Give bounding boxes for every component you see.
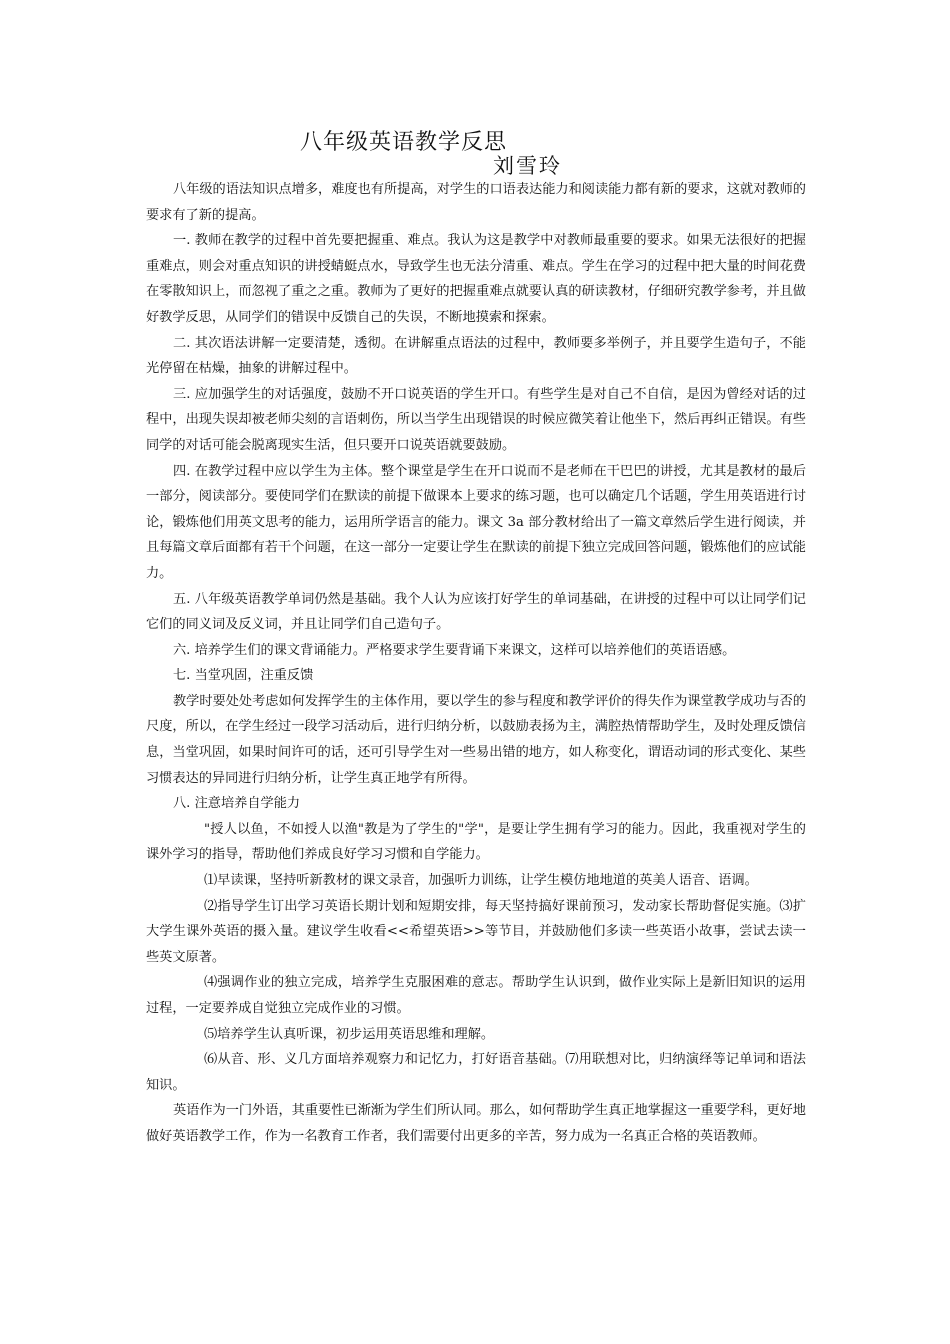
document-body: [146, 177, 806, 1150]
paragraph-point-6: 六. 培养学生们的课文背诵能力。严格要求学生要背诵下来课文，这样可以培养他们的英语语感。: [173, 642, 736, 658]
heading-point-8: 八. 注意培养自学能力: [173, 796, 301, 812]
paragraph-intro: 八年级的语法知识点增多，难度也有所提高，对学生的口语表达能力和阅读能力都有新的要求，这就对教师的要求有了新的提高。: [146, 182, 806, 223]
list-item-6-7: ⑹从音、形、义几方面培养观察力和记忆力，打好语音基础。⑺用联想对比，归纳演绎等记单词和语法知识。: [146, 1052, 806, 1093]
paragraph-point-7-body: 教学时要处处考虑如何发挥学生的主体作用，要以学生的参与程度和教学评价的得失作为课堂教学成功与否的尺度，所以，在学生经过一段学习活动后，进行归纳分析，以鼓励表扬为主，满腔热情帮助学生，及时处理反馈信息，当堂巩固，如果时间许可的话，还可引导学生对一些易出错的地方，如人称变化，谓语动词的形式变化、某些习惯表达的异同进行归纳分析，让学生真正地学有所得。: [146, 693, 806, 786]
author-name: 刘雪玲: [493, 154, 562, 178]
list-item-1: ⑴早读课，坚持听新教材的课文录音，加强听力训练，让学生模仿地地道的英美人语音、语调。: [204, 873, 758, 889]
paragraph-conclusion: 英语作为一门外语，其重要性已渐渐为学生们所认同。那么，如何帮助学生真正地掌握这一重要学科，更好地做好英语教学工作，作为一名教育工作者，我们需要付出更多的辛苦，努力成为一名真正合格的英语教师。: [146, 1103, 806, 1144]
paragraph-point-4: 四. 在教学过程中应以学生为主体。整个课堂是学生在开口说而不是老师在干巴巴的讲授，尤其是教材的最后一部分，阅读部分。要使同学们在默读的前提下做课本上要求的练习题，也可以确定几个话题，学生用英语进行讨论，锻炼他们用英文思考的能力，运用所学语言的能力。课文 3a 部分教材给出了一篇文章然后学生进行阅读，并且每篇文章后面都有若干个问题，在这一部分一定要让学生在默读的前提下独立完成回答问题，锻炼他们的应试能力。: [146, 463, 806, 581]
heading-point-7: 七. 当堂巩固，注重反馈: [173, 668, 314, 684]
paragraph-point-2: 二. 其次语法讲解一定要清楚，透彻。在讲解重点语法的过程中，教师要多举例子，并且要学生造句子，不能光停留在枯燥，抽象的讲解过程中。: [146, 335, 806, 377]
paragraph-point-8-body: "授人以鱼，不如授人以渔"教是为了学生的"学"，是要让学生拥有学习的能力。因此，我重视对学生的课外学习的指导，帮助他们养成良好学习习惯和自学能力。: [146, 821, 806, 863]
document-title: 八年级英语教学反思: [300, 130, 508, 155]
list-item-4: ⑷强调作业的独立完成，培养学生克服困难的意志。帮助学生认识到，做作业实际上是新旧知识的运用过程，一定要养成自觉独立完成作业的习惯。: [146, 975, 806, 1016]
paragraph-point-3: 三. 应加强学生的对话强度，鼓励不开口说英语的学生开口。有些学生是对自己不自信，是因为曾经对话的过程中，出现失误却被老师尖刻的言语刺伤，所以当学生出现错误的时候应微笑着让他坐下，然后再纠正错误。有些同学的对话可能会脱离现实生活，但只要开口说英语就要鼓励。: [146, 386, 806, 453]
list-item-2-3: ⑵指导学生订出学习英语长期计划和短期安排，每天坚持搞好课前预习，发动家长帮助督促实施。⑶扩大学生课外英语的摄入量。建议学生收看<<希望英语>>等节目，并鼓励他们多读一些英语小故事，尝试去读一些英文原著。: [146, 898, 806, 965]
paragraph-point-1: 一. 教师在教学的过程中首先要把握重、难点。我认为这是教学中对教师最重要的要求。如果无法很好的把握重难点，则会对重点知识的讲授蜻蜓点水，导致学生也无法分清重、难点。学生在学习的过程中把大量的时间花费在零散知识上，而忽视了重之之重。教师为了更好的把握重难点就要认真的研读教材，仔细研究教学参考，并且做好教学反思，从同学们的错误中反馈自己的失误，不断地摸索和探索。: [146, 233, 806, 325]
list-item-5: ⑸培养学生认真听课，初步运用英语思维和理解。: [204, 1026, 495, 1042]
paragraph-point-5: 五. 八年级英语教学单词仍然是基础。我个人认为应该打好学生的单词基础，在讲授的过程中可以让同学们记它们的同义词及反义词，并且让同学们自己造句子。: [146, 591, 806, 633]
